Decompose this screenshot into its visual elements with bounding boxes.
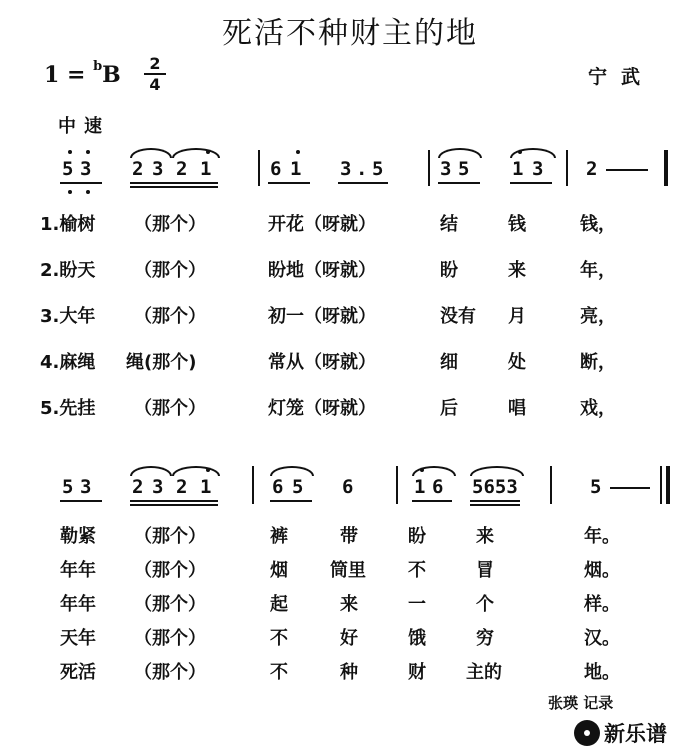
lyric: 勒紧 xyxy=(60,526,96,547)
lower-dot xyxy=(68,190,72,194)
tempo-marking: 中速 xyxy=(58,116,110,137)
lyric: 年年 xyxy=(60,560,96,581)
lyric: 断， xyxy=(580,352,616,373)
slur xyxy=(270,466,314,476)
lyric: （那个） xyxy=(134,306,206,327)
lyric: （那个） xyxy=(134,594,206,615)
lyric: 盼地（呀就） xyxy=(268,260,376,281)
note: 5 xyxy=(458,158,470,180)
lyric: 汉。 xyxy=(584,628,620,649)
lyric: 样。 xyxy=(584,594,620,615)
slur xyxy=(470,466,524,476)
lyric: 初一（呀就） xyxy=(268,306,376,327)
note: 1 xyxy=(200,158,212,180)
note: 5 xyxy=(590,476,602,498)
note: 6 xyxy=(270,158,282,180)
note: 3 xyxy=(440,158,452,180)
lyric: 3.大年 xyxy=(40,306,96,327)
meter-bottom: 4 xyxy=(149,75,161,94)
lyric: 不 xyxy=(270,628,288,649)
slur xyxy=(510,148,556,158)
beam xyxy=(60,182,102,184)
lyric: 烟。 xyxy=(584,560,620,581)
note: 5 xyxy=(62,158,74,180)
lyric: 结 xyxy=(440,214,458,235)
note: 3 xyxy=(152,476,164,498)
note: 5653 xyxy=(472,476,518,498)
lyric: 带 xyxy=(340,526,358,547)
lyric: （那个） xyxy=(134,398,206,419)
flat-sign: b xyxy=(93,58,103,74)
extension-dash xyxy=(610,487,650,489)
lyric: 来 xyxy=(476,526,494,547)
lyric: 年。 xyxy=(584,526,620,547)
beam xyxy=(268,182,310,184)
octave-dot xyxy=(296,150,300,154)
bar-line xyxy=(258,150,260,186)
lyric: 1.榆树 xyxy=(40,214,96,235)
beam xyxy=(60,500,102,502)
note: 1 xyxy=(290,158,302,180)
transcriber-credit: 张瑛 记录 xyxy=(548,694,614,712)
note: 2 xyxy=(176,158,188,180)
bar-line-thick xyxy=(664,150,668,186)
lyric: 常从（呀就） xyxy=(268,352,376,373)
bar-line xyxy=(396,466,398,504)
lyric: 冒 xyxy=(476,560,494,581)
key-prefix: 1 = xyxy=(44,62,94,88)
lyric: 起 xyxy=(270,594,288,615)
note: 3 xyxy=(152,158,164,180)
octave-dot xyxy=(68,150,72,154)
lyric: 没有 xyxy=(440,306,476,327)
note: 2 xyxy=(586,158,598,180)
lyric: 裤 xyxy=(270,526,288,547)
site-logo xyxy=(574,718,667,748)
meter-top: 2 xyxy=(149,54,161,73)
lyric: （那个） xyxy=(134,662,206,683)
lyric: 戏， xyxy=(580,398,616,419)
note: 2 xyxy=(176,476,188,498)
slur xyxy=(172,148,220,158)
beam xyxy=(438,182,480,184)
beam xyxy=(130,500,218,502)
note: 2 xyxy=(132,158,144,180)
lyric: 天年 xyxy=(60,628,96,649)
lyric: 2.盼天 xyxy=(40,260,96,281)
lyric: 主的 xyxy=(466,662,502,683)
lyric: （那个） xyxy=(134,260,206,281)
bar-line xyxy=(566,150,568,186)
bar-line xyxy=(660,466,662,504)
lyric: （那个） xyxy=(134,628,206,649)
lyric: 烟 xyxy=(270,560,288,581)
lyric: 死活 xyxy=(60,662,96,683)
key-signature xyxy=(44,58,121,88)
slur xyxy=(438,148,482,158)
lower-dot xyxy=(86,190,90,194)
lyric: 处 xyxy=(508,352,526,373)
lyric: 饿 xyxy=(408,628,426,649)
lyric: 地。 xyxy=(584,662,620,683)
note: 3 xyxy=(340,158,352,180)
lyric: 5.先挂 xyxy=(40,398,96,419)
octave-dot xyxy=(86,150,90,154)
key-note: B xyxy=(102,62,121,88)
note: 1 xyxy=(200,476,212,498)
extension-dash xyxy=(606,169,648,171)
note: 6 xyxy=(432,476,444,498)
slur xyxy=(130,148,172,158)
lyric: 月 xyxy=(508,306,526,327)
slur xyxy=(172,466,220,476)
bar-line xyxy=(428,150,430,186)
slur xyxy=(130,466,172,476)
lyric: 钱， xyxy=(580,214,616,235)
beam xyxy=(130,186,218,188)
beam xyxy=(270,500,312,502)
note: 1 xyxy=(512,158,524,180)
lyric: （那个） xyxy=(134,526,206,547)
logo-text: 新乐谱 xyxy=(604,722,667,746)
lyric: （那个） xyxy=(134,214,206,235)
note: 6 xyxy=(272,476,284,498)
lyric: （那个） xyxy=(134,560,206,581)
bar-line xyxy=(252,466,254,504)
lyric: 来 xyxy=(340,594,358,615)
lyric: 筒里 xyxy=(330,560,366,581)
beam xyxy=(130,182,218,184)
note: 3 xyxy=(80,158,92,180)
lyric: 后 xyxy=(440,398,458,419)
beam xyxy=(412,500,452,502)
note: 2 xyxy=(132,476,144,498)
lyric: 不 xyxy=(270,662,288,683)
note: 6 xyxy=(342,476,354,498)
composer: 宁武 xyxy=(588,66,655,88)
note: 3 xyxy=(532,158,544,180)
lyric: 穷 xyxy=(476,628,494,649)
lyric: 细 xyxy=(440,352,458,373)
lyric: 唱 xyxy=(508,398,526,419)
lyric: 种 xyxy=(340,662,358,683)
lyric: 一 xyxy=(408,594,426,615)
lyric: 年， xyxy=(580,260,616,281)
lyric: 盼 xyxy=(440,260,458,281)
bar-line-thick xyxy=(666,466,670,504)
note: 1 xyxy=(414,476,426,498)
lyric: 财 xyxy=(408,662,426,683)
lyric: 年年 xyxy=(60,594,96,615)
note: 5 xyxy=(372,158,384,180)
lyric: 不 xyxy=(408,560,426,581)
note: 5 xyxy=(292,476,304,498)
lyric: 灯笼（呀就） xyxy=(268,398,376,419)
note: 3 xyxy=(80,476,92,498)
beam xyxy=(510,182,552,184)
beam xyxy=(470,504,520,506)
time-signature xyxy=(144,55,166,93)
song-title: 死活不种财主的地 xyxy=(222,16,478,51)
lyric: 绳(那个) xyxy=(126,352,197,373)
lyric: 钱 xyxy=(508,214,526,235)
lyric: 个 xyxy=(476,594,494,615)
beam xyxy=(130,504,218,506)
lyric: 亮， xyxy=(580,306,616,327)
lyric: 来 xyxy=(508,260,526,281)
note: . xyxy=(356,158,368,180)
lyric: 好 xyxy=(340,628,358,649)
slur xyxy=(412,466,456,476)
lyric: 盼 xyxy=(408,526,426,547)
record-disc-icon xyxy=(574,720,600,746)
beam xyxy=(338,182,388,184)
lyric: 4.麻绳 xyxy=(40,352,96,373)
bar-line xyxy=(550,466,552,504)
lyric: 开花（呀就） xyxy=(268,214,376,235)
note: 5 xyxy=(62,476,74,498)
beam xyxy=(470,500,520,502)
